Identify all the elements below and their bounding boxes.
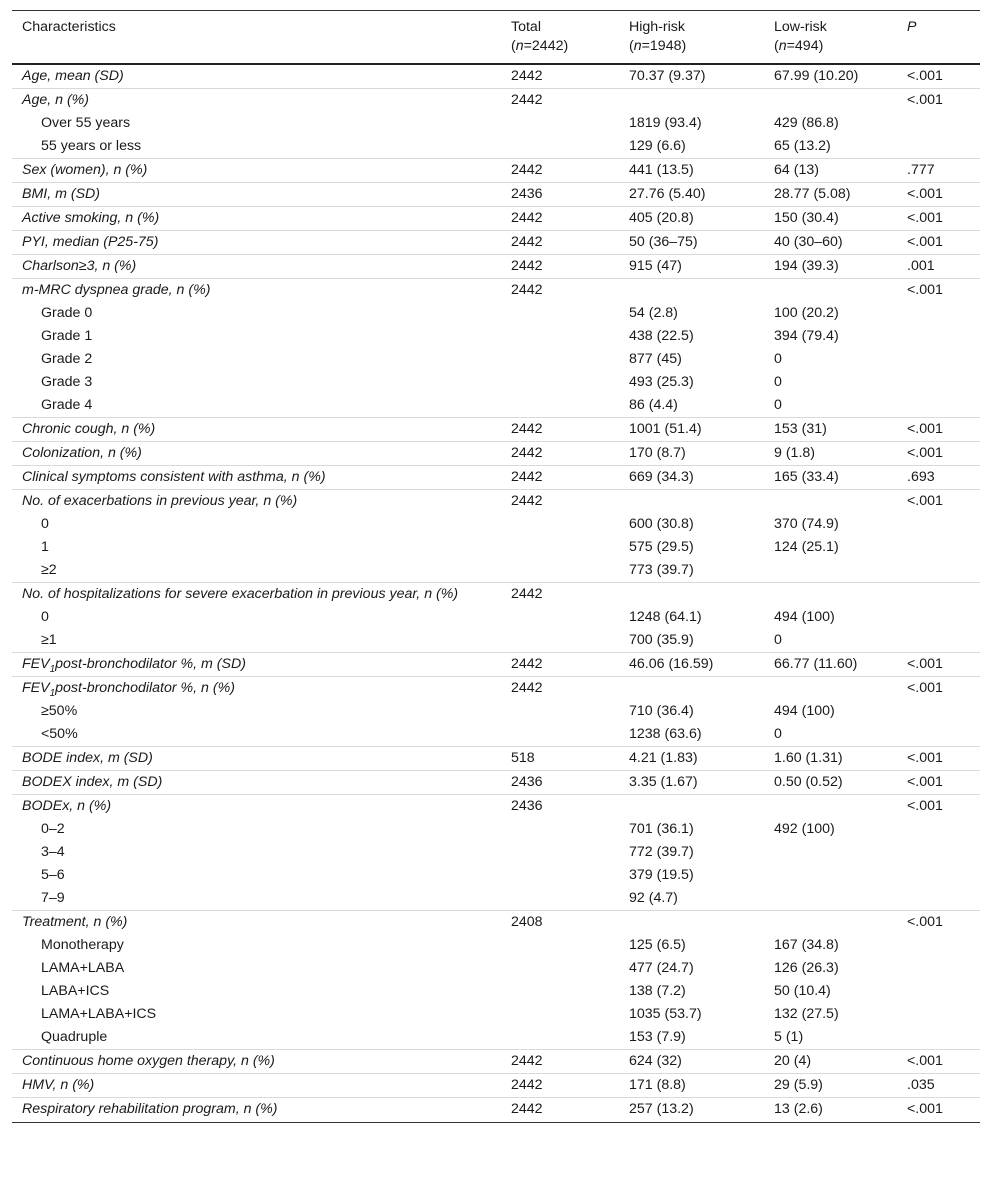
table-row bbox=[12, 606, 980, 629]
cell-p-value bbox=[897, 957, 980, 980]
cell-p-value bbox=[897, 559, 980, 583]
cell-low-risk bbox=[764, 559, 897, 583]
row-sublabel: ≥50% bbox=[41, 703, 78, 719]
table-row bbox=[12, 795, 980, 819]
row-sublabel: LAMA+LABA+ICS bbox=[41, 1006, 157, 1022]
row-sublabel: 1 bbox=[41, 539, 49, 555]
cell-p-value bbox=[897, 980, 980, 1003]
cell-low-risk: 0 bbox=[774, 632, 782, 648]
header-low-eq: = bbox=[786, 38, 795, 54]
cell-high-risk: 701 (36.1) bbox=[629, 821, 694, 837]
cell-high-risk: 379 (19.5) bbox=[629, 867, 694, 883]
cell-low-risk: 494 (100) bbox=[774, 609, 835, 625]
header-row bbox=[12, 11, 980, 65]
row-label: No. of exacerbations in previous year, n (%) bbox=[12, 490, 501, 514]
label-text: post-bronchodilator %, n (%) bbox=[55, 680, 235, 696]
cell-high-risk: 70.37 (9.37) bbox=[629, 68, 706, 84]
cell-low-risk: 165 (33.4) bbox=[764, 466, 897, 490]
label-subscript: 1 bbox=[49, 687, 56, 699]
row-sublabel: Grade 1 bbox=[41, 328, 93, 344]
row-sublabel: Grade 0 bbox=[41, 305, 93, 321]
row-sublabel: ≥1 bbox=[41, 632, 57, 648]
row-sublabel: Over 55 years bbox=[41, 115, 131, 131]
cell-high-risk bbox=[619, 911, 764, 935]
table-row bbox=[12, 559, 980, 583]
table-row bbox=[12, 442, 980, 466]
cell-low-risk bbox=[764, 887, 897, 911]
cell-low-risk: 5 (1) bbox=[774, 1029, 804, 1045]
cell-total: 2436 bbox=[501, 183, 619, 207]
row-label: PYI, median (P25-75) bbox=[12, 231, 501, 255]
header-low-risk: Low-risk (n=494) bbox=[774, 19, 827, 54]
cell-total: 518 bbox=[501, 747, 619, 771]
cell-low-risk: 40 (30–60) bbox=[764, 231, 897, 255]
cell-high-risk: 877 (45) bbox=[629, 351, 682, 367]
cell-high-risk: 86 (4.4) bbox=[629, 397, 678, 413]
cell-low-risk bbox=[764, 490, 897, 514]
row-label: Clinical symptoms consistent with asthma, n (%) bbox=[12, 466, 501, 490]
cell-p-value: <.001 bbox=[897, 1098, 980, 1123]
cell-low-risk: 28.77 (5.08) bbox=[764, 183, 897, 207]
cell-low-risk: 64 (13) bbox=[764, 159, 897, 183]
cell-p-value bbox=[897, 700, 980, 723]
cell-high-risk bbox=[619, 490, 764, 514]
cell-high-risk: 257 (13.2) bbox=[619, 1098, 764, 1123]
cell-p-value: <.001 bbox=[897, 1050, 980, 1074]
cell-p-value: <.001 bbox=[897, 747, 980, 771]
cell-total: 2442 bbox=[501, 1098, 619, 1123]
label-subscript: 1 bbox=[49, 663, 56, 675]
cell-total bbox=[501, 887, 619, 911]
header-total: Total (n=2442) bbox=[511, 19, 569, 54]
header-high-n-prefix: n bbox=[633, 38, 642, 54]
cell-high-risk: 171 (8.8) bbox=[619, 1074, 764, 1098]
row-label: Age, n (%) bbox=[12, 89, 501, 113]
row-label: Active smoking, n (%) bbox=[12, 207, 501, 231]
row-label: Age, mean (SD) bbox=[22, 68, 124, 84]
cell-p-value: <.001 bbox=[897, 231, 980, 255]
cell-total bbox=[501, 135, 619, 159]
cell-total bbox=[501, 818, 619, 841]
cell-total bbox=[501, 302, 619, 325]
cell-low-risk: 370 (74.9) bbox=[774, 516, 839, 532]
row-label: Continuous home oxygen therapy, n (%) bbox=[12, 1050, 501, 1074]
row-label: BMI, m (SD) bbox=[12, 183, 501, 207]
cell-p-value bbox=[897, 818, 980, 841]
cell-low-risk: 50 (10.4) bbox=[774, 983, 831, 999]
header-high-n: 1948 bbox=[649, 38, 682, 54]
table-row bbox=[12, 841, 980, 864]
row-sublabel: LAMA+LABA bbox=[41, 960, 125, 976]
cell-low-risk: 394 (79.4) bbox=[774, 328, 839, 344]
cell-total: 2442 bbox=[501, 255, 619, 279]
row-sublabel: <50% bbox=[41, 726, 78, 742]
cell-p-value: <.001 bbox=[897, 490, 980, 514]
table-row bbox=[12, 1074, 980, 1098]
cell-total: 2442 bbox=[501, 89, 619, 113]
table-row bbox=[12, 112, 980, 135]
cell-low-risk: 0 bbox=[774, 397, 782, 413]
cell-high-risk: 773 (39.7) bbox=[629, 562, 694, 578]
cell-total bbox=[501, 980, 619, 1003]
cell-p-value bbox=[897, 302, 980, 325]
cell-p-value bbox=[897, 629, 980, 653]
table-row bbox=[12, 957, 980, 980]
cell-low-risk: 20 (4) bbox=[764, 1050, 897, 1074]
cell-low-risk: 1.60 (1.31) bbox=[764, 747, 897, 771]
table-container bbox=[12, 10, 980, 1123]
header-total-n-prefix: n bbox=[515, 38, 524, 54]
row-label: Charlson≥3, n (%) bbox=[12, 255, 501, 279]
row-sublabel: 0–2 bbox=[41, 821, 65, 837]
cell-total bbox=[501, 1003, 619, 1026]
table-row bbox=[12, 536, 980, 559]
cell-p-value: <.001 bbox=[897, 653, 980, 677]
cell-high-risk: 405 (20.8) bbox=[619, 207, 764, 231]
cell-low-risk: 0 bbox=[774, 351, 782, 367]
cell-high-risk: 1248 (64.1) bbox=[629, 609, 702, 625]
row-label: m-MRC dyspnea grade, n (%) bbox=[12, 279, 501, 303]
table-row bbox=[12, 771, 980, 795]
cell-total: 2442 bbox=[501, 653, 619, 677]
cell-low-risk: 167 (34.8) bbox=[774, 937, 839, 953]
cell-low-risk bbox=[764, 89, 897, 113]
row-sublabel: 55 years or less bbox=[41, 138, 142, 154]
cell-high-risk: 125 (6.5) bbox=[629, 937, 686, 953]
row-sublabel: 5–6 bbox=[41, 867, 65, 883]
cell-p-value bbox=[897, 394, 980, 418]
cell-high-risk: 915 (47) bbox=[619, 255, 764, 279]
cell-p-value: <.001 bbox=[897, 207, 980, 231]
cell-high-risk: 27.76 (5.40) bbox=[619, 183, 764, 207]
cell-p-value: <.001 bbox=[897, 183, 980, 207]
table-row bbox=[12, 89, 980, 113]
cell-total bbox=[501, 112, 619, 135]
cell-total: 2442 bbox=[501, 442, 619, 466]
cell-low-risk: 124 (25.1) bbox=[774, 539, 839, 555]
cell-high-risk: 153 (7.9) bbox=[629, 1029, 686, 1045]
cell-p-value bbox=[897, 1003, 980, 1026]
cell-low-risk bbox=[764, 583, 897, 607]
cell-total bbox=[501, 864, 619, 887]
cell-p-value bbox=[897, 536, 980, 559]
cell-p-value bbox=[897, 1026, 980, 1050]
cell-low-risk: 0 bbox=[774, 374, 782, 390]
cell-total: 2442 bbox=[501, 490, 619, 514]
cell-high-risk bbox=[619, 279, 764, 303]
cell-total bbox=[501, 325, 619, 348]
cell-low-risk bbox=[764, 677, 897, 701]
cell-low-risk: 100 (20.2) bbox=[774, 305, 839, 321]
cell-low-risk bbox=[764, 279, 897, 303]
row-label: No. of hospitalizations for severe exacerbation in previous year, n (%) bbox=[12, 583, 501, 607]
cell-high-risk: 624 (32) bbox=[619, 1050, 764, 1074]
row-label: BODEx, n (%) bbox=[12, 795, 501, 819]
cell-p-value: <.001 bbox=[897, 795, 980, 819]
table-row bbox=[12, 723, 980, 747]
cell-low-risk bbox=[764, 864, 897, 887]
cell-high-risk: 54 (2.8) bbox=[629, 305, 678, 321]
table-row bbox=[12, 279, 980, 303]
cell-low-risk: 67.99 (10.20) bbox=[774, 68, 859, 84]
cell-low-risk: 153 (31) bbox=[764, 418, 897, 442]
cell-low-risk: 65 (13.2) bbox=[774, 138, 831, 154]
cell-p-value: .777 bbox=[897, 159, 980, 183]
cell-high-risk: 46.06 (16.59) bbox=[619, 653, 764, 677]
cell-p-value: .035 bbox=[897, 1074, 980, 1098]
cell-total bbox=[501, 348, 619, 371]
table-row bbox=[12, 325, 980, 348]
cell-high-risk: 669 (34.3) bbox=[619, 466, 764, 490]
cell-total: 2442 bbox=[501, 279, 619, 303]
table-row bbox=[12, 583, 980, 607]
row-label: Respiratory rehabilitation program, n (%) bbox=[12, 1098, 501, 1123]
table-row bbox=[12, 394, 980, 418]
row-label bbox=[12, 653, 501, 677]
cell-p-value: <.001 bbox=[907, 68, 943, 84]
cell-total: 2442 bbox=[501, 1074, 619, 1098]
cell-p-value bbox=[897, 606, 980, 629]
header-total-n: 2442 bbox=[531, 38, 564, 54]
cell-p-value bbox=[897, 934, 980, 957]
cell-high-risk: 772 (39.7) bbox=[629, 844, 694, 860]
cell-p-value bbox=[897, 864, 980, 887]
cell-low-risk: 429 (86.8) bbox=[774, 115, 839, 131]
label-text: post-bronchodilator %, m (SD) bbox=[55, 656, 246, 672]
cell-p-value bbox=[897, 583, 980, 607]
table-row bbox=[12, 418, 980, 442]
row-label: Chronic cough, n (%) bbox=[12, 418, 501, 442]
cell-p-value: .001 bbox=[897, 255, 980, 279]
cell-total: 2442 bbox=[501, 466, 619, 490]
cell-total bbox=[501, 513, 619, 536]
cell-total: 2442 bbox=[501, 583, 619, 607]
cell-high-risk: 1819 (93.4) bbox=[629, 115, 702, 131]
cell-low-risk: 29 (5.9) bbox=[764, 1074, 897, 1098]
cell-total bbox=[501, 371, 619, 394]
table-row bbox=[12, 490, 980, 514]
cell-low-risk: 150 (30.4) bbox=[764, 207, 897, 231]
cell-high-risk: 170 (8.7) bbox=[619, 442, 764, 466]
cell-total bbox=[501, 536, 619, 559]
cell-low-risk: 0 bbox=[774, 726, 782, 742]
cell-low-risk: 492 (100) bbox=[774, 821, 835, 837]
cell-high-risk: 1238 (63.6) bbox=[629, 726, 702, 742]
cell-low-risk: 132 (27.5) bbox=[774, 1006, 839, 1022]
header-high-eq: = bbox=[641, 38, 650, 54]
cell-high-risk: 575 (29.5) bbox=[629, 539, 694, 555]
cell-high-risk bbox=[619, 795, 764, 819]
cell-low-risk bbox=[764, 795, 897, 819]
cell-p-value bbox=[897, 325, 980, 348]
table-row bbox=[12, 64, 980, 89]
cell-total: 2436 bbox=[501, 771, 619, 795]
row-sublabel: Quadruple bbox=[41, 1029, 108, 1045]
cell-p-value bbox=[897, 723, 980, 747]
table-row bbox=[12, 231, 980, 255]
table-row bbox=[12, 1003, 980, 1026]
cell-p-value: <.001 bbox=[897, 771, 980, 795]
cell-low-risk: 0.50 (0.52) bbox=[764, 771, 897, 795]
cell-total bbox=[501, 934, 619, 957]
cell-low-risk: 9 (1.8) bbox=[764, 442, 897, 466]
header-low-n-prefix: n bbox=[778, 38, 787, 54]
header-low-n: 494 bbox=[794, 38, 819, 54]
row-label bbox=[12, 677, 501, 701]
table-row bbox=[12, 255, 980, 279]
cell-total: 2442 bbox=[501, 159, 619, 183]
cell-p-value: <.001 bbox=[897, 279, 980, 303]
cell-total: 2442 bbox=[501, 231, 619, 255]
cell-low-risk bbox=[764, 841, 897, 864]
cell-total: 2442 bbox=[501, 1050, 619, 1074]
row-sublabel: Monotherapy bbox=[41, 937, 124, 953]
table-row bbox=[12, 934, 980, 957]
row-sublabel: ≥2 bbox=[41, 562, 57, 578]
header-high-label: High-risk bbox=[629, 19, 685, 35]
cell-high-risk bbox=[619, 583, 764, 607]
cell-low-risk: 13 (2.6) bbox=[764, 1098, 897, 1123]
cell-p-value bbox=[897, 371, 980, 394]
header-p-value: P bbox=[907, 19, 917, 35]
row-sublabel: Grade 2 bbox=[41, 351, 93, 367]
row-sublabel: 0 bbox=[41, 516, 49, 532]
cell-high-risk bbox=[619, 677, 764, 701]
row-sublabel: Grade 3 bbox=[41, 374, 93, 390]
cell-low-risk: 494 (100) bbox=[774, 703, 835, 719]
characteristics-table bbox=[12, 10, 980, 1123]
cell-total bbox=[501, 723, 619, 747]
cell-total bbox=[501, 606, 619, 629]
cell-high-risk: 50 (36–75) bbox=[619, 231, 764, 255]
cell-total bbox=[501, 559, 619, 583]
cell-p-value bbox=[897, 348, 980, 371]
row-sublabel: 7–9 bbox=[41, 890, 65, 906]
header-characteristics: Characteristics bbox=[22, 19, 116, 35]
cell-p-value bbox=[897, 112, 980, 135]
row-label: Colonization, n (%) bbox=[12, 442, 501, 466]
cell-high-risk: 700 (35.9) bbox=[629, 632, 694, 648]
row-label: Treatment, n (%) bbox=[12, 911, 501, 935]
table-row bbox=[12, 302, 980, 325]
cell-total bbox=[501, 394, 619, 418]
header-total-eq: = bbox=[523, 38, 532, 54]
cell-p-value: <.001 bbox=[897, 89, 980, 113]
table-row bbox=[12, 513, 980, 536]
cell-p-value: <.001 bbox=[897, 911, 980, 935]
table-row bbox=[12, 818, 980, 841]
cell-high-risk: 138 (7.2) bbox=[629, 983, 686, 999]
cell-high-risk: 493 (25.3) bbox=[629, 374, 694, 390]
table-row bbox=[12, 653, 980, 677]
cell-total bbox=[501, 841, 619, 864]
cell-high-risk: 92 (4.7) bbox=[629, 890, 678, 906]
cell-p-value bbox=[897, 135, 980, 159]
table-header bbox=[12, 11, 980, 65]
cell-p-value: <.001 bbox=[897, 418, 980, 442]
cell-low-risk bbox=[764, 911, 897, 935]
table-row bbox=[12, 371, 980, 394]
cell-total bbox=[501, 957, 619, 980]
table-row bbox=[12, 700, 980, 723]
cell-high-risk: 441 (13.5) bbox=[619, 159, 764, 183]
table-row bbox=[12, 183, 980, 207]
table-row bbox=[12, 466, 980, 490]
table-row bbox=[12, 207, 980, 231]
cell-high-risk: 3.35 (1.67) bbox=[619, 771, 764, 795]
cell-total bbox=[501, 1026, 619, 1050]
cell-p-value bbox=[897, 513, 980, 536]
cell-p-value: <.001 bbox=[897, 442, 980, 466]
table-row bbox=[12, 1098, 980, 1123]
row-label: BODE index, m (SD) bbox=[12, 747, 501, 771]
cell-total: 2442 bbox=[511, 68, 543, 84]
table-row bbox=[12, 135, 980, 159]
header-high-risk: High-risk (n=1948) bbox=[629, 19, 687, 54]
table-body bbox=[12, 64, 980, 1123]
cell-total: 2442 bbox=[501, 207, 619, 231]
table-row bbox=[12, 1050, 980, 1074]
table-row bbox=[12, 677, 980, 701]
cell-p-value bbox=[897, 841, 980, 864]
cell-total: 2436 bbox=[501, 795, 619, 819]
cell-high-risk: 710 (36.4) bbox=[629, 703, 694, 719]
cell-p-value bbox=[897, 887, 980, 911]
cell-high-risk: 4.21 (1.83) bbox=[619, 747, 764, 771]
row-sublabel: 0 bbox=[41, 609, 49, 625]
row-sublabel: 3–4 bbox=[41, 844, 65, 860]
cell-total: 2408 bbox=[501, 911, 619, 935]
table-row bbox=[12, 980, 980, 1003]
table-row bbox=[12, 747, 980, 771]
label-text: FEV bbox=[22, 680, 50, 696]
label-text: FEV bbox=[22, 656, 50, 672]
cell-low-risk: 66.77 (11.60) bbox=[764, 653, 897, 677]
row-label: BODEX index, m (SD) bbox=[12, 771, 501, 795]
cell-p-value: .693 bbox=[897, 466, 980, 490]
table-row bbox=[12, 1026, 980, 1050]
table-row bbox=[12, 911, 980, 935]
cell-high-risk: 129 (6.6) bbox=[629, 138, 686, 154]
cell-low-risk: 194 (39.3) bbox=[764, 255, 897, 279]
cell-high-risk: 1035 (53.7) bbox=[629, 1006, 702, 1022]
row-sublabel: LABA+ICS bbox=[41, 983, 110, 999]
cell-total bbox=[501, 700, 619, 723]
cell-total bbox=[501, 629, 619, 653]
table-row bbox=[12, 348, 980, 371]
table-row bbox=[12, 887, 980, 911]
cell-high-risk: 438 (22.5) bbox=[629, 328, 694, 344]
table-row bbox=[12, 159, 980, 183]
cell-total: 2442 bbox=[501, 418, 619, 442]
table-row bbox=[12, 864, 980, 887]
cell-high-risk: 1001 (51.4) bbox=[619, 418, 764, 442]
cell-high-risk bbox=[619, 89, 764, 113]
row-label: HMV, n (%) bbox=[12, 1074, 501, 1098]
row-sublabel: Grade 4 bbox=[41, 397, 93, 413]
cell-high-risk: 477 (24.7) bbox=[629, 960, 694, 976]
cell-high-risk: 600 (30.8) bbox=[629, 516, 694, 532]
row-label: Sex (women), n (%) bbox=[12, 159, 501, 183]
header-total-label: Total bbox=[511, 19, 541, 35]
table-row bbox=[12, 629, 980, 653]
cell-p-value: <.001 bbox=[897, 677, 980, 701]
cell-low-risk: 126 (26.3) bbox=[774, 960, 839, 976]
header-low-label: Low-risk bbox=[774, 19, 827, 35]
cell-total: 2442 bbox=[501, 677, 619, 701]
